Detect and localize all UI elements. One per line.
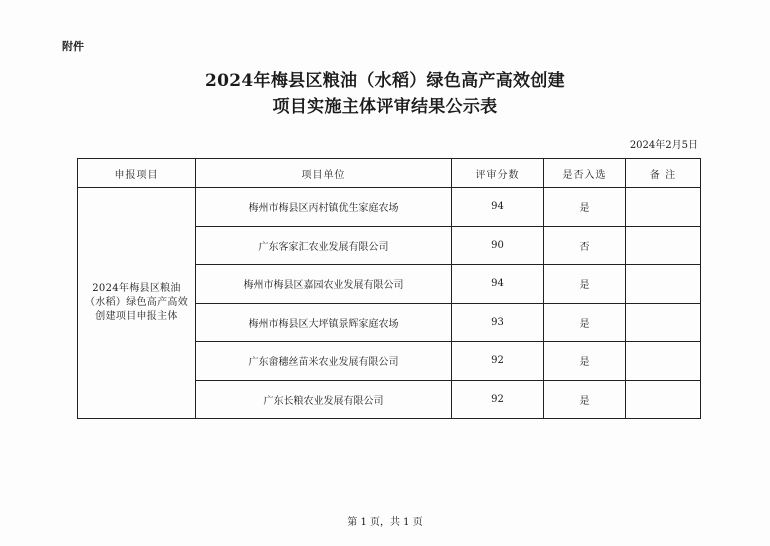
results-table	[77, 158, 701, 419]
document-title-line-2: 项目实施主体评审结果公示表	[272, 97, 498, 117]
unit-cell: 广东客家汇农业发展有限公司	[196, 226, 452, 265]
score-cell: 94	[452, 188, 544, 227]
unit-cell: 广东畲穗丝苗米农业发展有限公司	[196, 342, 452, 381]
remark-cell	[626, 303, 701, 342]
score-cell: 92	[452, 380, 544, 419]
header-score: 评审分数	[452, 159, 544, 188]
header-selected: 是否入选	[544, 159, 626, 188]
remark-cell	[626, 265, 701, 304]
table-header-row	[78, 159, 701, 188]
remark-cell	[626, 342, 701, 381]
header-unit: 项目单位	[196, 159, 452, 188]
document-title-line-1: 2024年梅县区粮油（水稻）绿色高产高效创建	[205, 71, 565, 91]
project-name-cell: 2024年梅县区粮油（水稻）绿色高产高效创建项目申报主体	[78, 188, 196, 419]
attachment-label: 附件	[62, 40, 84, 53]
remark-cell	[626, 226, 701, 265]
score-cell: 90	[452, 226, 544, 265]
score-cell: 93	[452, 303, 544, 342]
score-cell: 94	[452, 265, 544, 304]
header-remark: 备 注	[626, 159, 701, 188]
unit-cell: 广东长粮农业发展有限公司	[196, 380, 452, 419]
selected-cell: 否	[544, 226, 626, 265]
remark-cell	[626, 380, 701, 419]
selected-cell: 是	[544, 342, 626, 381]
unit-cell: 梅州市梅县区大坪镇景辉家庭农场	[196, 303, 452, 342]
selected-cell: 是	[544, 188, 626, 227]
selected-cell: 是	[544, 265, 626, 304]
table-row	[78, 188, 701, 227]
remark-cell	[626, 188, 701, 227]
score-cell: 92	[452, 342, 544, 381]
publish-date: 2024年2月5日	[629, 140, 698, 151]
unit-cell: 梅州市梅县区嘉园农业发展有限公司	[196, 265, 452, 304]
header-project: 申报项目	[78, 159, 196, 188]
selected-cell: 是	[544, 380, 626, 419]
page-footer: 第 1 页，共 1 页	[347, 517, 423, 528]
selected-cell: 是	[544, 303, 626, 342]
unit-cell: 梅州市梅县区丙村镇优生家庭农场	[196, 188, 452, 227]
